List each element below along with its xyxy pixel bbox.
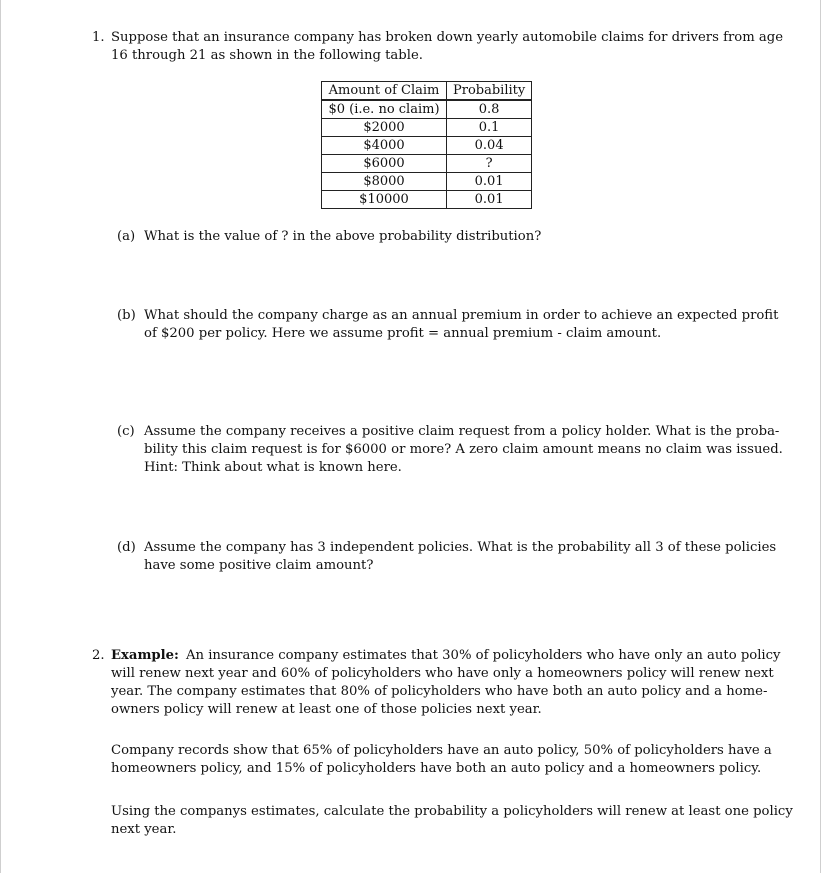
table-row (322, 155, 532, 173)
question-2-p3-line-2: next year. (111, 822, 177, 837)
probability-cell: 0.1 (447, 119, 532, 137)
part-c-label: (c) (117, 424, 135, 439)
claim-amount-cell: $2000 (322, 119, 447, 137)
part-c-text-line-2: bility this claim request is for $6000 or more? A zero claim amount means no claim was issued. (144, 442, 783, 457)
probability-cell: 0.04 (447, 137, 532, 155)
question-2-bold-label: Example: (111, 648, 179, 663)
header-amount-of-claim: Amount of Claim (322, 82, 447, 101)
question-1-intro-line-2: 16 through 21 as shown in the following table. (111, 48, 423, 63)
part-c-text-line-3: Hint: Think about what is known here. (144, 460, 402, 475)
claim-amount-cell: $10000 (322, 191, 447, 209)
part-b-text-line-2: of $200 per policy. Here we assume profit = annual premium - claim amount. (144, 326, 662, 341)
part-a-label: (a) (117, 229, 136, 244)
claim-amount-cell: $6000 (322, 155, 447, 173)
question-2-p1-line-2: will renew next year and 60% of policyholders who have only a homeowners policy will renew next (111, 666, 774, 681)
question-1-intro-line-1: Suppose that an insurance company has broken down yearly automobile claims for drivers from age (111, 30, 783, 45)
table-header-row (322, 82, 532, 101)
claims-probability-table (321, 81, 532, 209)
question-2-p3-line-1: Using the companys estimates, calculate the probability a policyholders will renew at least one policy (111, 804, 793, 819)
question-1-number: 1. (92, 30, 105, 45)
table-row (322, 191, 532, 209)
part-d-text-line-1: Assume the company has 3 independent policies. What is the probability all 3 of these policies (144, 540, 777, 555)
question-2-p2-line-2: homeowners policy, and 15% of policyholders have both an auto policy and a homeowners policy. (111, 761, 762, 776)
page-left-edge (0, 0, 1, 873)
table-row (322, 119, 532, 137)
question-2-p1-line-4: owners policy will renew at least one of those policies next year. (111, 702, 542, 717)
probability-cell: 0.01 (447, 191, 532, 209)
probability-cell: 0.01 (447, 173, 532, 191)
probability-cell: ? (447, 155, 532, 173)
part-a-text-line-1: What is the value of ? in the above probability distribution? (144, 229, 542, 244)
question-2-number: 2. (92, 648, 105, 663)
claim-amount-cell: $8000 (322, 173, 447, 191)
claim-amount-cell: $4000 (322, 137, 447, 155)
question-2-p2-line-1: Company records show that 65% of policyholders have an auto policy, 50% of policyholders have a (111, 743, 772, 758)
part-b-label: (b) (117, 308, 136, 323)
question-2-p1-line-1: An insurance company estimates that 30% of policyholders who have only an auto policy (186, 648, 781, 663)
header-probability: Probability (447, 82, 532, 101)
probability-cell: 0.8 (447, 100, 532, 119)
part-c-text-line-1: Assume the company receives a positive claim request from a policy holder. What is the proba- (144, 424, 780, 439)
table-row (322, 137, 532, 155)
table-row (322, 173, 532, 191)
claim-amount-cell: $0 (i.e. no claim) (322, 100, 447, 119)
part-d-text-line-2: have some positive claim amount? (144, 558, 374, 573)
question-2-p1-line-3: year. The company estimates that 80% of policyholders who have both an auto policy and a home- (111, 684, 768, 699)
table-row (322, 100, 532, 119)
part-b-text-line-1: What should the company charge as an annual premium in order to achieve an expected profit (144, 308, 779, 323)
part-d-label: (d) (117, 540, 136, 555)
